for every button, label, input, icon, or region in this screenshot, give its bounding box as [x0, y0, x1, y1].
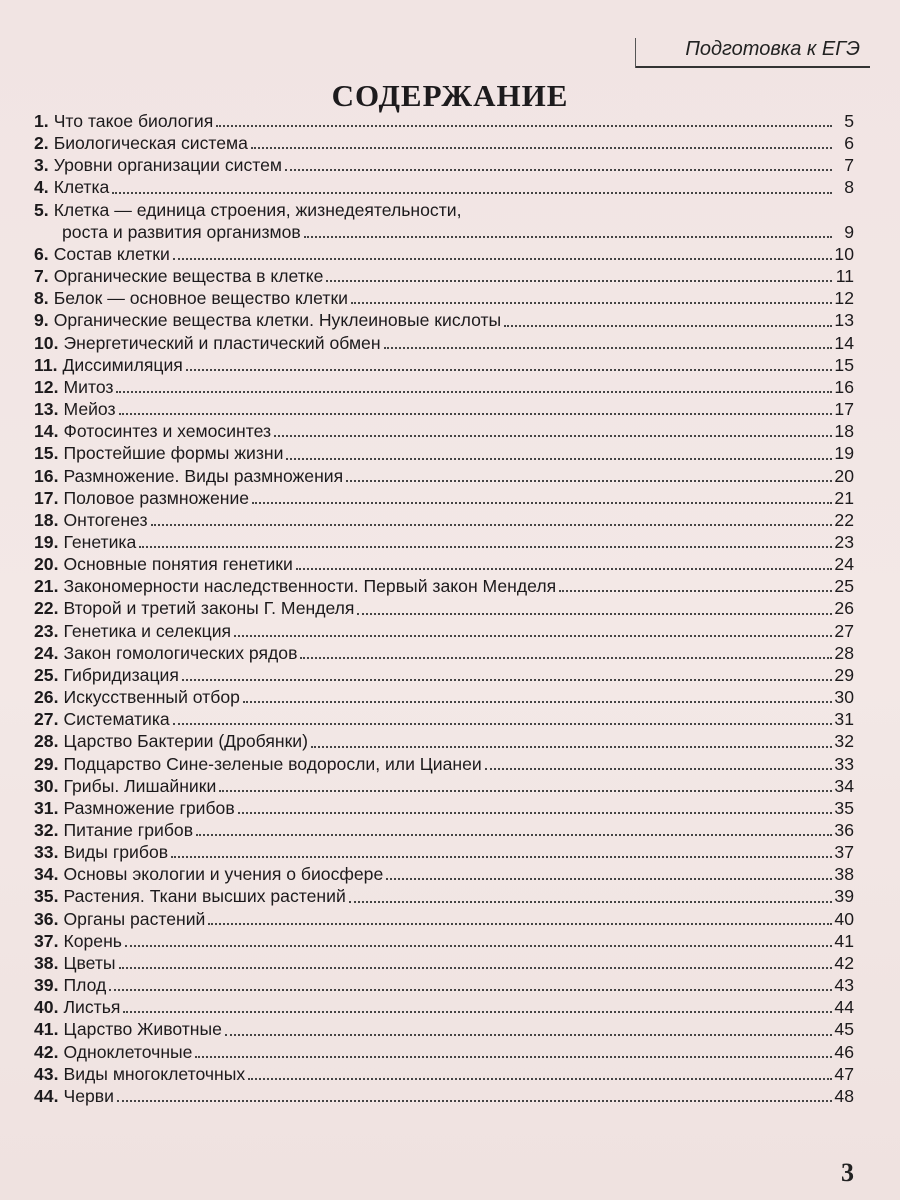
- toc-entry: [34, 354, 854, 376]
- toc-entry-number: 26.: [34, 687, 59, 708]
- toc-entry-title: Что такое биология: [53, 111, 214, 131]
- toc-entry-page: 25: [834, 576, 854, 597]
- toc-entry-number: 36.: [34, 908, 59, 929]
- toc-entry-page: 36: [834, 820, 854, 840]
- toc-entry: [34, 1018, 854, 1040]
- dot-leader: [504, 325, 832, 327]
- dot-leader: [196, 834, 832, 836]
- toc-entry-title: Царство Бактерии (Дробянки): [63, 731, 308, 752]
- toc-entry-page: 16: [834, 376, 854, 397]
- toc-entry: [34, 309, 854, 331]
- dot-leader: [119, 967, 832, 969]
- toc-entry-number: 10.: [34, 332, 59, 353]
- toc-entry-number: 4.: [34, 177, 49, 198]
- toc-entry-page: 43: [834, 975, 854, 996]
- dot-leader: [117, 1100, 832, 1102]
- dot-leader: [248, 1078, 832, 1080]
- dot-leader: [285, 169, 832, 171]
- toc-entry: [34, 664, 854, 686]
- toc-entry-number: 41.: [34, 1019, 59, 1040]
- toc-entry-page: 18: [834, 421, 854, 442]
- toc-entry-title: Размножение грибов: [63, 797, 235, 818]
- toc-entry: [34, 465, 854, 487]
- toc-entry-title: Основные понятия генетики: [63, 554, 293, 575]
- toc-entry: [34, 265, 854, 287]
- toc-entry-page: 28: [834, 642, 854, 663]
- toc-entry-title: Мейоз: [63, 399, 116, 420]
- toc-entry-title: Основы экологии и учения о биосфере: [63, 864, 384, 885]
- toc-entry-title: Корень: [63, 930, 122, 951]
- toc-entry: [34, 376, 854, 398]
- toc-entry-page: 20: [834, 465, 854, 486]
- dot-leader: [151, 524, 832, 526]
- toc-entry-title: Энергетический и пластический обмен: [63, 332, 381, 353]
- toc-entry-continuation: [34, 221, 854, 243]
- toc-entry-page: 14: [834, 332, 854, 353]
- toc-entry-number: 21.: [34, 576, 59, 597]
- dot-leader: [109, 989, 832, 991]
- toc-entry-title: Закон гомологических рядов: [63, 642, 298, 663]
- toc-entry: [34, 974, 854, 996]
- toc-entry-page: 12: [834, 288, 854, 309]
- toc-entry-number: 20.: [34, 554, 59, 575]
- toc-entry-number: 32.: [34, 820, 59, 840]
- toc-entry-page: 38: [834, 864, 854, 885]
- toc-entry-number: 19.: [34, 531, 59, 552]
- toc-entry-title: Цветы: [63, 952, 116, 973]
- toc-entry-number: 30.: [34, 775, 59, 796]
- toc-entry-number: 33.: [34, 842, 59, 863]
- toc-entry-number: 6.: [34, 243, 49, 264]
- toc-entry-page: 39: [834, 886, 854, 907]
- toc-entry-title: Органические вещества клетки. Нуклеиновые кислоты: [53, 310, 502, 331]
- toc-entry-title: Фотосинтез и хемосинтез: [63, 421, 272, 442]
- toc-entry-page: 27: [834, 620, 854, 641]
- toc-entry-page: 30: [834, 687, 854, 708]
- toc-entry-title: Растения. Ткани высших растений: [63, 886, 346, 907]
- header-rule: [635, 66, 870, 68]
- dot-leader: [349, 901, 832, 903]
- toc-entry: [34, 420, 854, 442]
- toc-entry: [34, 908, 854, 930]
- toc-entry-page: 6: [844, 133, 854, 154]
- toc-entry-number: 37.: [34, 930, 59, 951]
- toc-entry-page: 32: [834, 731, 854, 752]
- toc-entry-number: 25.: [34, 664, 59, 685]
- toc-entry-title-cont: роста и развития организмов: [62, 221, 301, 242]
- toc-entry-page: 23: [834, 531, 854, 552]
- toc-entry: [34, 509, 854, 531]
- dot-leader: [125, 945, 832, 947]
- toc-entry-title: Онтогенез: [63, 509, 148, 530]
- dot-leader: [357, 613, 832, 615]
- toc-entry: [34, 199, 854, 221]
- toc-entry-page: 21: [834, 487, 854, 508]
- toc-entry-title: Диссимиляция: [62, 354, 183, 375]
- toc-entry-page: 9: [844, 221, 854, 242]
- toc-entry: [34, 952, 854, 974]
- toc-entry-page: 19: [834, 443, 854, 464]
- toc-entry-page: 40: [834, 908, 854, 929]
- toc-entry: [34, 930, 854, 952]
- toc-entry-number: 34.: [34, 864, 59, 885]
- dot-leader: [296, 568, 832, 570]
- toc-entry: [34, 797, 854, 819]
- toc-entry: [34, 620, 854, 642]
- toc-entry-page: 24: [834, 554, 854, 575]
- dot-leader: [186, 369, 832, 371]
- toc-entry-title: Половое размножение: [63, 487, 250, 508]
- toc-entry-number: 18.: [34, 509, 59, 530]
- toc-entry-title: Клетка: [53, 177, 110, 198]
- toc-entry-number: 2.: [34, 133, 49, 154]
- toc-entry-title: Питание грибов: [63, 820, 194, 840]
- toc-entry-page: 22: [834, 509, 854, 530]
- dot-leader: [559, 590, 832, 592]
- toc-entry-page: 47: [834, 1063, 854, 1084]
- dot-leader: [346, 480, 832, 482]
- dot-leader: [384, 347, 832, 349]
- toc-entry: [34, 819, 854, 841]
- toc-entry-number: 27.: [34, 709, 59, 730]
- toc-entry-number: 44.: [34, 1085, 59, 1106]
- toc-entry-title: Закономерности наследственности. Первый закон Менделя: [63, 576, 557, 597]
- toc-entry-title: Грибы. Лишайники: [63, 775, 217, 796]
- toc-entry: [34, 996, 854, 1018]
- dot-leader: [238, 812, 832, 814]
- toc-entry-page: 45: [834, 1019, 854, 1040]
- table-of-contents: [34, 110, 854, 1107]
- toc-entry: [34, 110, 854, 132]
- toc-entry-title: Виды многоклеточных: [63, 1063, 246, 1084]
- toc-entry-page: 34: [834, 775, 854, 796]
- dot-leader: [351, 302, 832, 304]
- toc-entry-number: 14.: [34, 421, 59, 442]
- toc-entry: [34, 1041, 854, 1063]
- toc-entry: [34, 1063, 854, 1085]
- toc-entry: [34, 753, 854, 775]
- toc-entry: [34, 775, 854, 797]
- toc-entry-number: 12.: [34, 376, 59, 397]
- toc-entry: [34, 243, 854, 265]
- toc-entry-title: Одноклеточные: [63, 1041, 193, 1062]
- toc-entry-page: 46: [834, 1041, 854, 1062]
- dot-leader: [234, 635, 832, 637]
- toc-entry-number: 22.: [34, 598, 59, 619]
- toc-entry-title: Генетика и селекция: [63, 620, 232, 641]
- page-number: 3: [841, 1158, 854, 1187]
- toc-entry-title: Листья: [63, 997, 121, 1018]
- dot-leader: [119, 413, 832, 415]
- toc-entry: [34, 575, 854, 597]
- toc-entry: [34, 531, 854, 553]
- dot-leader: [326, 280, 832, 282]
- dot-leader: [286, 458, 832, 460]
- toc-entry: [34, 442, 854, 464]
- toc-entry-number: 23.: [34, 620, 59, 641]
- toc-entry-number: 3.: [34, 155, 49, 176]
- dot-leader: [171, 856, 832, 858]
- toc-entry-page: 29: [834, 664, 854, 685]
- toc-entry-number: 16.: [34, 465, 59, 486]
- toc-entry-page: 31: [834, 709, 854, 730]
- toc-entry-title: Гибридизация: [63, 664, 179, 685]
- toc-entry-title: Митоз: [63, 376, 114, 397]
- dot-leader: [485, 768, 832, 770]
- toc-entry: [34, 730, 854, 752]
- toc-entry: [34, 287, 854, 309]
- toc-entry: [34, 841, 854, 863]
- dot-leader: [304, 236, 832, 238]
- dot-leader: [216, 125, 832, 127]
- toc-entry-number: 1.: [34, 111, 49, 131]
- toc-entry-page: 7: [844, 155, 854, 176]
- toc-entry: [34, 708, 854, 730]
- toc-entry-number: 15.: [34, 443, 59, 464]
- toc-entry-title: Уровни организации систем: [53, 155, 282, 176]
- toc-entry-title: Размножение. Виды размножения: [63, 465, 344, 486]
- toc-entry-title: Биологическая система: [53, 133, 248, 154]
- toc-entry-title: Систематика: [63, 709, 170, 730]
- toc-entry-page: 17: [834, 399, 854, 420]
- toc-entry-title: Виды грибов: [63, 842, 169, 863]
- toc-entry: [34, 132, 854, 154]
- toc-entry-page: 42: [834, 952, 854, 973]
- toc-entry-page: 15: [834, 354, 854, 375]
- toc-entry-title: Второй и третий законы Г. Менделя: [63, 598, 355, 619]
- toc-entry-number: 31.: [34, 797, 59, 818]
- toc-entry-page: 35: [834, 797, 854, 818]
- dot-leader: [251, 147, 832, 149]
- toc-entry: [34, 154, 854, 176]
- dot-leader: [195, 1056, 832, 1058]
- toc-entry-title: Генетика: [63, 531, 137, 552]
- dot-leader: [173, 723, 832, 725]
- toc-entry-page: 10: [834, 243, 854, 264]
- toc-entry: [34, 487, 854, 509]
- toc-entry-number: 11.: [34, 354, 58, 375]
- toc-entry: [34, 176, 854, 198]
- toc-entry-title: Белок — основное вещество клетки: [53, 288, 348, 309]
- toc-entry-number: 29.: [34, 753, 59, 774]
- toc-entry-number: 42.: [34, 1041, 59, 1062]
- dot-leader: [300, 657, 832, 659]
- toc-entry-page: 13: [834, 310, 854, 331]
- toc-entry-page: 33: [834, 753, 854, 774]
- toc-entry-title: Клетка — единица строения, жизнедеятельности,: [53, 199, 462, 220]
- toc-entry-number: 7.: [34, 266, 49, 287]
- dot-leader: [173, 258, 832, 260]
- dot-leader: [252, 502, 832, 504]
- toc-entry-title: Органические вещества в клетке: [53, 266, 324, 287]
- toc-entry-page: 8: [844, 177, 854, 198]
- toc-entry-number: 43.: [34, 1063, 59, 1084]
- toc-entry: [34, 398, 854, 420]
- toc-heading: СОДЕРЖАНИЕ: [331, 78, 569, 113]
- toc-entry-number: 9.: [34, 310, 49, 331]
- toc-entry-page: 37: [834, 842, 854, 863]
- toc-entry-title: Простейшие формы жизни: [63, 443, 284, 464]
- toc-entry: [34, 885, 854, 907]
- toc-entry: [34, 1085, 854, 1107]
- toc-entry-page: 41: [834, 930, 854, 951]
- dot-leader: [386, 878, 832, 880]
- toc-entry-title: Черви: [63, 1085, 114, 1106]
- dot-leader: [225, 1034, 832, 1036]
- dot-leader: [274, 435, 832, 437]
- toc-entry-title: Органы растений: [63, 908, 206, 929]
- dot-leader: [139, 546, 832, 548]
- toc-entry-number: 35.: [34, 886, 59, 907]
- running-header: Подготовка к ЕГЭ: [685, 38, 860, 60]
- toc-entry-number: 24.: [34, 642, 59, 663]
- toc-entry: [34, 863, 854, 885]
- toc-entry-page: 48: [834, 1085, 854, 1106]
- toc-entry-title: Состав клетки: [53, 243, 170, 264]
- dot-leader: [182, 679, 832, 681]
- toc-entry-title: Искусственный отбор: [63, 687, 240, 708]
- toc-entry: [34, 686, 854, 708]
- dot-leader: [219, 790, 832, 792]
- toc-entry-page: 44: [834, 997, 854, 1018]
- toc-entry-page: 5: [844, 111, 854, 131]
- dot-leader: [208, 923, 832, 925]
- toc-entry: [34, 553, 854, 575]
- dot-leader: [112, 192, 832, 194]
- toc-entry-title: Подцарство Сине-зеленые водоросли, или Цианеи: [63, 753, 482, 774]
- dot-leader: [243, 701, 832, 703]
- dot-leader: [123, 1011, 832, 1013]
- toc-entry: [34, 597, 854, 619]
- toc-entry-number: 17.: [34, 487, 59, 508]
- toc-entry-page: 26: [834, 598, 854, 619]
- dot-leader: [311, 746, 832, 748]
- toc-entry-number: 28.: [34, 731, 59, 752]
- toc-entry: [34, 642, 854, 664]
- toc-entry-number: 40.: [34, 997, 59, 1018]
- toc-entry-number: 38.: [34, 952, 59, 973]
- toc-entry: [34, 332, 854, 354]
- toc-entry-title: Плод: [63, 975, 107, 996]
- toc-entry-title: Царство Животные: [63, 1019, 222, 1040]
- dot-leader: [116, 391, 832, 393]
- toc-entry-number: 5.: [34, 199, 49, 220]
- toc-entry-number: 13.: [34, 399, 59, 420]
- toc-entry-number: 8.: [34, 288, 49, 309]
- toc-entry-page: 11: [835, 266, 854, 287]
- toc-entry-number: 39.: [34, 975, 59, 996]
